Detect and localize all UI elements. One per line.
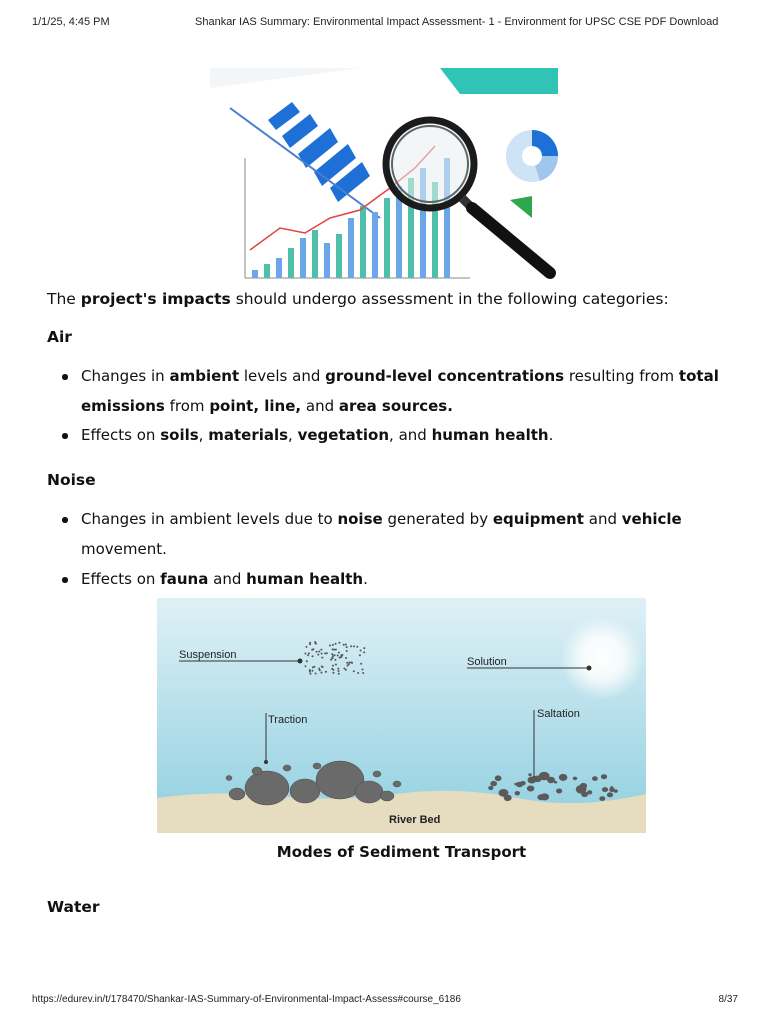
bar-decoration	[264, 264, 270, 278]
suspended-particle	[360, 650, 362, 652]
print-title: Shankar IAS Summary: Environmental Impact Assessment- 1 - Environment for UPSC CSE PDF Download	[195, 16, 719, 28]
saltation-particle	[515, 791, 520, 795]
suspended-particle	[346, 650, 348, 652]
text: , and	[389, 426, 432, 444]
suspended-particle	[310, 673, 312, 675]
bar-decoration	[312, 230, 318, 278]
suspended-particle	[329, 645, 331, 647]
suspended-particle	[338, 670, 340, 672]
suspended-particle	[337, 668, 339, 670]
suspended-particle	[318, 668, 320, 670]
saltation-particle	[601, 774, 607, 779]
analytics-magnifier-image	[210, 68, 558, 280]
suspended-particle	[339, 657, 341, 659]
suspended-particle	[332, 672, 334, 674]
suspended-particle	[324, 652, 326, 654]
suspended-particle	[349, 662, 351, 664]
suspended-particle	[306, 646, 308, 648]
bold-text: point, line,	[209, 396, 302, 415]
suspended-particle	[363, 651, 365, 653]
text: .	[548, 426, 554, 444]
saltation-particle	[488, 786, 493, 790]
suspended-particle	[332, 669, 334, 671]
text: movement.	[81, 539, 167, 558]
suspended-particle	[325, 671, 327, 673]
text: ,	[198, 426, 209, 444]
suspended-particle	[321, 653, 323, 655]
saltation-particle	[573, 777, 578, 781]
suspended-particle	[309, 669, 311, 671]
heading-water: Water	[47, 898, 100, 916]
saltation-particle	[556, 789, 562, 794]
suspended-particle	[306, 660, 308, 662]
bar-decoration	[372, 212, 378, 278]
saltation-particle	[607, 792, 613, 797]
label-traction: Traction	[268, 714, 308, 726]
bold-text: total emissions	[81, 367, 719, 415]
saltation-particle	[592, 776, 598, 781]
label-suspension: Suspension	[179, 649, 237, 661]
suspended-particle	[353, 645, 355, 647]
bold-text: area sources.	[338, 396, 453, 415]
bold-text: human health	[246, 570, 364, 588]
bar-decoration	[336, 234, 342, 278]
suspended-particle	[334, 654, 336, 656]
suspended-particle	[357, 672, 359, 674]
saltation-particle	[559, 774, 568, 781]
suspended-particle	[319, 669, 321, 671]
bold-text: vegetation	[297, 426, 390, 444]
bar-decoration	[252, 270, 258, 278]
text: resulting from	[564, 367, 679, 385]
suspended-particle	[333, 649, 335, 651]
bar-decoration	[276, 258, 282, 278]
suspended-particle	[346, 646, 348, 648]
suspended-particle	[345, 644, 347, 646]
suspended-particle	[312, 655, 314, 657]
print-url: https://edurev.in/t/178470/Shankar-IAS-Summary-of-Environmental-Impact-Assess#course_6186	[32, 994, 461, 1005]
saltation-particle	[528, 777, 537, 784]
saltation-particle	[490, 781, 497, 786]
suspended-particle	[340, 656, 342, 658]
saltation-particle	[576, 785, 587, 794]
suspended-particle	[362, 672, 364, 674]
heading-noise: Noise	[47, 471, 96, 489]
saltation-particle	[496, 778, 500, 781]
suspended-particle	[363, 647, 365, 649]
suspended-particle	[332, 655, 334, 657]
text: ,	[288, 426, 298, 444]
saltation-particle	[528, 773, 531, 776]
suspended-particle	[334, 659, 336, 661]
bar-decoration	[300, 238, 306, 278]
bold-text: ground-level concentrations	[325, 367, 565, 385]
text: Effects on	[81, 570, 161, 588]
suspended-particle	[331, 657, 333, 659]
bar-decoration	[348, 218, 354, 278]
suspended-particle	[350, 662, 352, 664]
bold-text: noise	[337, 510, 383, 528]
bold-text: materials	[208, 426, 289, 444]
suspended-particle	[331, 653, 333, 655]
bold-text: equipment	[492, 510, 584, 528]
print-footer	[0, 994, 768, 1010]
list-item	[81, 565, 721, 595]
saltation-particle	[537, 794, 545, 800]
bold-text: fauna	[160, 570, 209, 588]
saltation-particle	[547, 777, 555, 783]
text: Effects on	[81, 426, 161, 444]
saltation-particle	[514, 783, 517, 786]
saltation-particle	[504, 795, 512, 801]
bold-text: ambient	[169, 367, 240, 385]
text: and	[208, 570, 247, 588]
saltation-particle	[527, 786, 535, 792]
suspended-particle	[316, 651, 318, 653]
suspended-particle	[309, 643, 311, 645]
suspended-particle	[326, 652, 328, 654]
bar-decoration	[384, 198, 390, 278]
suspended-particle	[362, 669, 364, 671]
suspended-particle	[343, 668, 345, 670]
bold-text: soils	[160, 426, 199, 444]
suspended-particle	[332, 665, 334, 667]
suspended-particle	[312, 648, 314, 650]
saltation-particle	[520, 781, 526, 785]
suspended-particle	[353, 670, 355, 672]
text: The	[47, 290, 81, 308]
text: levels and	[239, 367, 326, 385]
print-datetime: 1/1/25, 4:45 PM	[32, 16, 110, 28]
saltation-particle	[599, 796, 605, 801]
text: .	[363, 570, 368, 588]
bar-decoration	[360, 206, 366, 278]
figure-caption: Modes of Sediment Transport	[276, 843, 527, 861]
suspended-particle	[356, 646, 358, 648]
label-solution: Solution	[467, 656, 507, 668]
text: from	[164, 396, 210, 415]
suspended-particle	[345, 657, 347, 659]
suspended-particle	[348, 663, 350, 665]
text: should undergo assessment in the following categories:	[230, 290, 669, 308]
suspended-particle	[305, 665, 307, 667]
page-number: 8/37	[718, 994, 738, 1005]
suspended-particle	[312, 670, 314, 672]
suspended-particle	[321, 672, 323, 674]
suspended-particle	[335, 649, 337, 651]
saltation-particle	[587, 790, 592, 794]
suspended-particle	[346, 662, 348, 664]
suspended-particle	[307, 654, 309, 656]
bar-decoration	[324, 243, 330, 278]
heading-air: Air	[47, 328, 72, 346]
sediment-transport-figure	[157, 598, 646, 833]
suspended-particle	[308, 652, 310, 654]
suspended-particle	[338, 642, 340, 644]
suspended-particle	[360, 663, 362, 665]
suspended-particle	[337, 655, 339, 657]
bar-decoration	[288, 248, 294, 278]
bold-text: vehicle	[621, 510, 682, 528]
label-saltation: Saltation	[537, 708, 580, 720]
list-item	[81, 505, 721, 564]
list-item	[81, 421, 721, 451]
intro-paragraph	[47, 289, 669, 309]
suspended-particle	[350, 645, 352, 647]
saltation-particle	[602, 787, 608, 792]
text: Changes in ambient levels due to	[81, 510, 338, 528]
text: generated by	[382, 510, 493, 528]
label-riverbed: River Bed	[389, 814, 441, 826]
suspended-particle	[332, 644, 334, 646]
bold-text: project's impacts	[80, 290, 231, 308]
suspended-particle	[343, 644, 345, 646]
suspended-particle	[317, 654, 319, 656]
suspended-particle	[304, 653, 306, 655]
suspended-particle	[330, 659, 332, 661]
suspended-particle	[359, 654, 361, 656]
suspended-particle	[321, 666, 323, 668]
print-header	[0, 16, 768, 32]
saltation-particle	[609, 788, 615, 793]
bold-text: human health	[431, 426, 549, 444]
suspended-particle	[335, 664, 337, 666]
suspended-particle	[314, 641, 316, 643]
suspended-particle	[318, 651, 320, 653]
suspended-particle	[320, 649, 322, 651]
suspended-particle	[338, 652, 340, 654]
suspended-particle	[312, 666, 314, 668]
suspended-particle	[335, 643, 337, 645]
text: and	[583, 510, 622, 528]
text: and	[301, 396, 339, 415]
suspended-particle	[321, 657, 323, 659]
list-item	[81, 362, 721, 421]
suspended-particle	[315, 673, 317, 675]
suspended-particle	[338, 673, 340, 675]
text: Changes in	[81, 367, 170, 385]
